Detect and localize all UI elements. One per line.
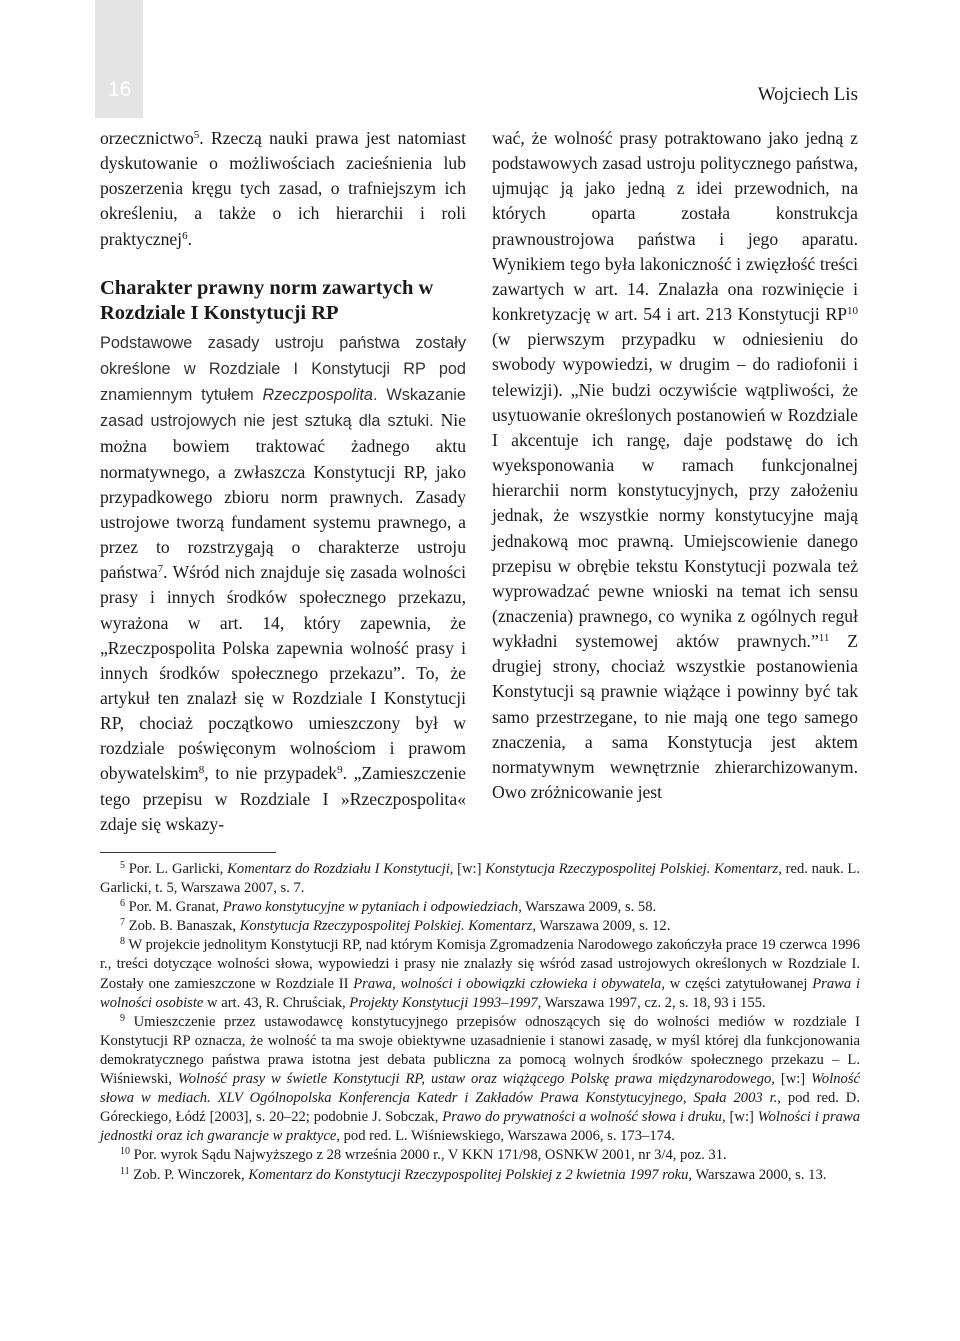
footnotes bbox=[100, 860, 860, 1185]
footnote-7: $^7$ Zob. B. Banaszak, Konstytucja Rzeczypospolitej Polskiej. Komentarz, Warszawa 2009, s. 12. bbox=[120, 917, 671, 935]
left-column bbox=[100, 126, 466, 837]
footnote-divider bbox=[100, 852, 276, 853]
footnote-11: $^{11}$ Zob. P. Winczorek, Komentarz do Konstytucji Rzeczypospolitej Polskiej z 2 kwietnia 1997 roku, Warszawa 2000, s. 13. bbox=[120, 1165, 827, 1183]
footnote-6: $^6$ Por. M. Granat, Prawo konstytucyjne w pytaniach i odpowiedziach, Warszawa 2009, s. 58. bbox=[120, 898, 657, 916]
page-number: 16 bbox=[108, 78, 132, 101]
running-head-author: Wojciech Lis bbox=[757, 84, 858, 105]
left-paragraph-1: orzecznictwo$^5$. Rzeczą nauki prawa jest natomiast dyskutowanie o możliwościach zacieśnienia lub poszerzenia kręgu tych zasad, o trafniejszym ich określeniu, a także o ich hierarchii i roli praktycznej$^6$. bbox=[100, 128, 466, 249]
footnote-5: $^5$ Por. L. Garlicki, Komentarz do Rozdziału I Konstytucji, [w:] Konstytucja Rzeczypospolitej Polskiej. Komentarz, red. nauk. L. Garlicki, t. 5, Warszawa 2007, s. 7. bbox=[100, 860, 860, 897]
right-column bbox=[492, 126, 858, 805]
footnote-10: $^{10}$ Por. wyrok Sądu Najwyższego z 28 września 2000 r., V KKN 171/98, OSNKW 2001, nr 3/4, poz. 31. bbox=[120, 1146, 727, 1164]
right-paragraph: wać, że wolność prasy potraktowano jako jedną z podstawowych zasad ustroju politycznego państwa, ujmując ją jako jedną z idei przewodnich, na których oparta została konstrukcja prawnoustrojowa państwa i jego aparatu. Wynikiem tego była lakoniczność i zwięzłość treści zawartych w art. 14. Znalazła ona rozwinięcie i konkretyzację w art. 54 i art. 213 Konstytucji RP$^{10}$ (w pierwszym przypadku w odniesieniu do swobody wypowiedzi, w drugim – do radiofonii i telewizji). „Nie budzi oczywiście wątpliwości, że usytuowanie określonych postanowień w Rozdziale I akcentuje ich rangę, daje podstawę do ich wyeksponowania w ramach funkcjonalnej hierarchii norm konstytucyjnych, przy założeniu jednak, że wszystkie normy konstytucyjne mają jednakową moc prawną. Umiejscowienie danego przepisu w obrębie tekstu Konstytucji pozwala też wyprowadzać pewne wnioski na temat ich sensu (znaczenia) prawnego, co wynika z ogólnych reguł wykładni systemowej aktów prawnych.”$^{11}$ Z drugiej strony, chociaż wszystkie postanowienia Konstytucji są prawnie wiążące i powinny być tak samo przestrzegane, to nie mają one tego samego znaczenia, a sama Konstytucja jest aktem normatywnym wewnętrznie zhierarchizowanym. Owo zróżnicowanie jest bbox=[492, 128, 858, 803]
footnote-8: $^8$ W projekcie jednolitym Konstytucji RP, nad którym Komisja Zgromadzenia Narodowego zakończyła prace 19 czerwca 1996 r., treści dotyczące wolności słowa, wypowiedzi i prasy nie znalazły się wśród zasad ustrojowych określonych w Rozdziale I. Zostały one zamieszczone w Rozdziale II Prawa, wolności i obowiązki człowieka i obywatela, w części zatytułowanej Prawa i wolności osobiste w art. 43, R. Chruściak, Projekty Konstytucji 1993–1997, Warszawa 1997, cz. 2, s. 18, 93 i 155. bbox=[100, 936, 861, 1011]
left-paragraph-2: Podstawowe zasady ustroju państwa zostały określone w Rozdziale I Konstytucji RP pod znamiennym tytułem Rzeczpospolita. Wskazanie zasad ustrojowych nie jest sztuką dla sztuki. Nie można bowiem traktować żadnego aktu normatywnego, a zwłaszcza Konstytucji RP, jako przypadkowego zbioru norm prawnych. Zasady ustrojowe tworzą fundament systemu prawnego, a przez to rozstrzygają o charakterze ustroju państwa$^7$. Wśród nich znajduje się zasada wolności prasy i innych środków społecznego przekazu, wyrażona w art. 14, który zapewnia, że „Rzeczpospolita Polska zapewnia wolność prasy i innych środków społecznego przekazu”. To, że artykuł ten znalazł się w Rozdziale I Konstytucji RP, chociaż początkowo umieszczony był w rozdziale poświęconym wolnościom i prawom obywatelskim$^8$, to nie przypadek$^9$. „Zamieszczenie tego przepisu w Rozdziale I »Rzeczpospolita« zdaje się wskazy- bbox=[100, 333, 466, 834]
footnote-9: $^9$ Umieszczenie przez ustawodawcę konstytucyjnego przepisów odnoszących się do wolności mediów w rozdziale I Konstytucji RP oznacza, że wolność ta ma swoje obiektywne uzasadnienie i stanowi zasadę, w myśl której dla funkcjonowania demokratycznego państwa prawa istotna jest debata publiczna za pomocą wolnych środków społecznego przekazu – L. Wiśniewski, Wolność prasy w świetle Konstytucji RP, ustaw oraz wiążącego Polskę prawa międzynarodowego, [w:] Wolność słowa w mediach. XLV Ogólnopolska Konferencja Katedr i Zakładów Prawa Konstytucyjnego, Spała 2003 r., pod red. D. Góreckiego, Łódź [2003], s. 20–22; podobnie J. Sobczak, Prawo do prywatności a wolność słowa i druku, [w:] Wolności i prawa jednostki oraz ich gwarancje w praktyce, pod red. L. Wiśniewskiego, Warszawa 2006, s. 173–174. bbox=[100, 1012, 860, 1145]
section-heading: Charakter prawny norm zawartych w Rozdziale I Konstytucji RP bbox=[100, 276, 434, 324]
